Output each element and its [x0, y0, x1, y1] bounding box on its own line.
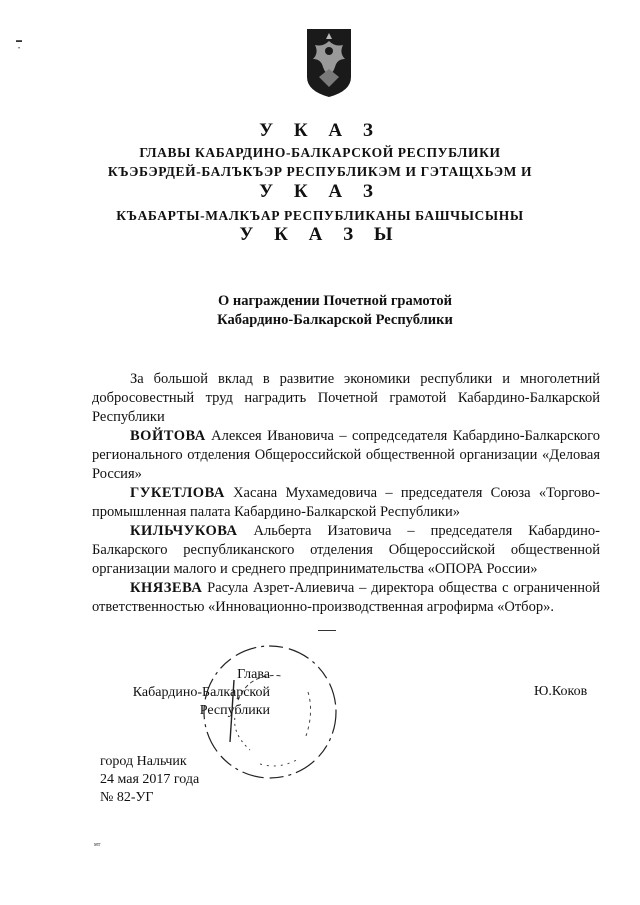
awardee-details: Расула Азрет-Алиевича – директора общества с ограниченной ответственностью «Инновационно-производственная агрофирма «Отбор».: [92, 580, 600, 615]
awardee-surname: ВОЙТОВА: [130, 428, 206, 444]
decree-subject: [170, 292, 500, 330]
separator-dash: [318, 630, 336, 631]
signatory-title: [100, 666, 270, 720]
subject-line: Кабардино-Балкарской Республики: [217, 312, 453, 328]
decree-title-kabardian: У К А З: [259, 181, 381, 202]
decree-body: [92, 370, 600, 617]
issuer-russian: ГЛАВЫ КАБАРДИНО-БАЛКАРСКОЙ РЕСПУБЛИКИ: [139, 145, 501, 160]
decree-title: У К А З: [259, 120, 381, 141]
issuer-balkar: КЪАБАРТЫ-МАЛКЪАР РЕСПУБЛИКАНЫ БАШЧЫСЫНЫ: [116, 208, 524, 223]
scan-mark: ▬: [16, 38, 22, 44]
awardee-details: Хасана Мухамедовича – председателя Союза «Торгово-промышленная палата Кабардино-Балкарской Республики»: [92, 485, 600, 520]
issuer-kabardian: КЪЭБЭРДЕЙ-БАЛЪКЪЭР РЕСПУБЛИКЭМ И ГЭТАЩХЬЭМ И: [107, 164, 533, 179]
intro-paragraph: За большой вклад в развитие экономики республики и многолетний добросовестный труд наградить Почетной грамотой Кабардино-Балкарской Республики: [92, 371, 600, 425]
awardee-details: Альберта Изатовича – председателя Кабардино-Балкарского республиканского отделения Общероссийской общественной организации малого и среднего предпринимательства «ОПОРА России»: [92, 523, 600, 577]
signatory-title-line: Республики: [199, 703, 270, 718]
subject-line: О награждении Почетной грамотой: [217, 293, 453, 309]
signatory-title-line: Кабардино-Балкарской: [132, 685, 270, 700]
awardee-surname: ГУКЕТЛОВА: [130, 485, 225, 501]
footer-mark: мт: [94, 842, 101, 848]
scan-mark: •: [18, 46, 21, 52]
coat-of-arms-emblem-icon: [305, 27, 353, 99]
decree-title-balkar: У К А З Ы: [239, 224, 401, 245]
signatory-title-line: Глава: [237, 667, 270, 682]
awardee-paragraph: [92, 579, 600, 617]
signatory-name: Ю.Коков: [534, 684, 588, 699]
awardee-surname: КНЯЗЕВА: [130, 580, 203, 596]
awardee-details: Алексея Ивановича – сопредседателя Кабардино-Балкарского регионального отделения Общероссийской общественной организации «Деловая Россия»: [92, 428, 600, 482]
city: город Нальчик: [100, 754, 187, 769]
awardee-paragraph: [92, 522, 600, 579]
awardee-paragraph: [92, 484, 600, 522]
decree-place-date: [100, 753, 199, 807]
decree-date: 24 мая 2017 года: [100, 772, 200, 787]
awardee-surname: КИЛЬЧУКОВА: [130, 523, 238, 539]
decree-number: № 82-УГ: [100, 790, 154, 805]
awardee-paragraph: [92, 427, 600, 484]
